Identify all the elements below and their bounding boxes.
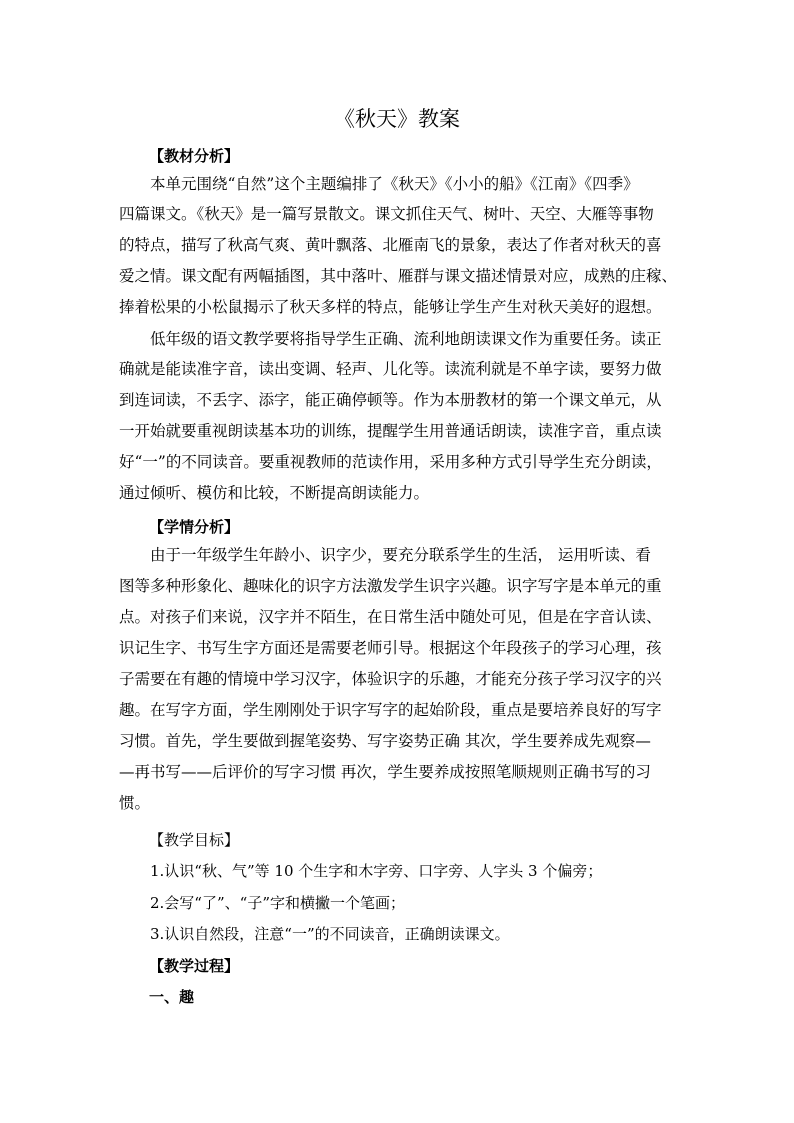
paragraph-line: 确就是能读准字音，读出变调、轻声、儿化等。读流利就是不单字读，要努力做 [119,360,662,378]
paragraph-line: 图等多种形象化、趣味化的识字方法激发学生识字兴趣。识字写字是本单元的重 [119,577,662,595]
paragraph-line: 习惯。首先，学生要做到握笔姿势、写字姿势正确 其次，学生要养成先观察— [119,732,651,750]
subsection-heading: 一、趣 [149,988,195,1006]
paragraph-line: 本单元围绕“自然”这个主题编排了《秋天》《小小的船》《江南》《四季》 [150,175,639,193]
paragraph-line: 的特点，描写了秋高气爽、黄叶飘落、北雁南飞的景象，表达了作者对秋天的喜 [119,236,662,254]
paragraph-line: 四篇课文。《秋天》是一篇写景散文。课文抓住天气、树叶、天空、大雁等事物 [119,205,654,223]
paragraph-line: 惯。 [119,794,151,812]
paragraph-line: 点。对孩子们来说，汉字并不陌生，在日常生活中随处可见，但是在字音认读、 [119,608,662,626]
document-title: 《秋天》教案 [334,107,460,131]
paragraph-line: 识记生字、书写生字方面还是需要老师引导。根据这个年段孩子的学习心理，孩 [119,639,662,657]
section-heading-process: 【教学过程】 [149,957,240,975]
paragraph-line: 趣。在写字方面，学生刚刚处于识字写字的起始阶段，重点是要培养良好的写字 [119,701,662,719]
paragraph-line: 低年级的语文教学要将指导学生正确、流利地朗读课文作为重要任务。读正 [150,330,662,348]
goal-item: 1.认识“秋、气”等 10 个生字和木字旁、口字旁、人字头 3 个偏旁； [150,862,603,880]
paragraph-line: 好“一”的不同读音。要重视教师的范读作用，采用多种方式引导学生充分朗读， [119,453,662,471]
paragraph-line: 由于一年级学生年龄小、识字少，要充分联系学生的生活， 运用听读、看 [150,546,651,564]
paragraph-line: 到连词读，不丢字、添字，能正确停顿等。作为本册教材的第一个课文单元，从 [119,391,662,409]
goal-item: 3.认识自然段，注意“一”的不同读音，正确朗读课文。 [150,925,510,943]
paragraph-line: 爱之情。课文配有两幅插图，其中落叶、雁群与课文描述情景对应，成熟的庄稼、 [119,267,678,285]
section-heading-goals: 【教学目标】 [149,831,240,849]
paragraph-line: 子需要在有趣的情境中学习汉字，体验识字的乐趣，才能充分孩子学习汉字的兴 [119,670,662,688]
paragraph-line: 捧着松果的小松鼠揭示了秋天多样的特点，能够让学生产生对秋天美好的遐想。 [119,298,662,316]
paragraph-line: —再书写——后评价的写字习惯 再次，学生要养成按照笔顺规则正确书写的习 [119,763,651,781]
goal-item: 2.会写“了”、“子”字和横撇一个笔画； [150,894,405,912]
section-heading-materials: 【教材分析】 [149,147,240,165]
paragraph-line: 一开始就要重视朗读基本功的训练，提醒学生用普通话朗读，读准字音，重点读 [119,422,662,440]
section-heading-students: 【学情分析】 [149,518,240,536]
paragraph-line: 通过倾听、模仿和比较，不断提高朗读能力。 [119,484,430,502]
